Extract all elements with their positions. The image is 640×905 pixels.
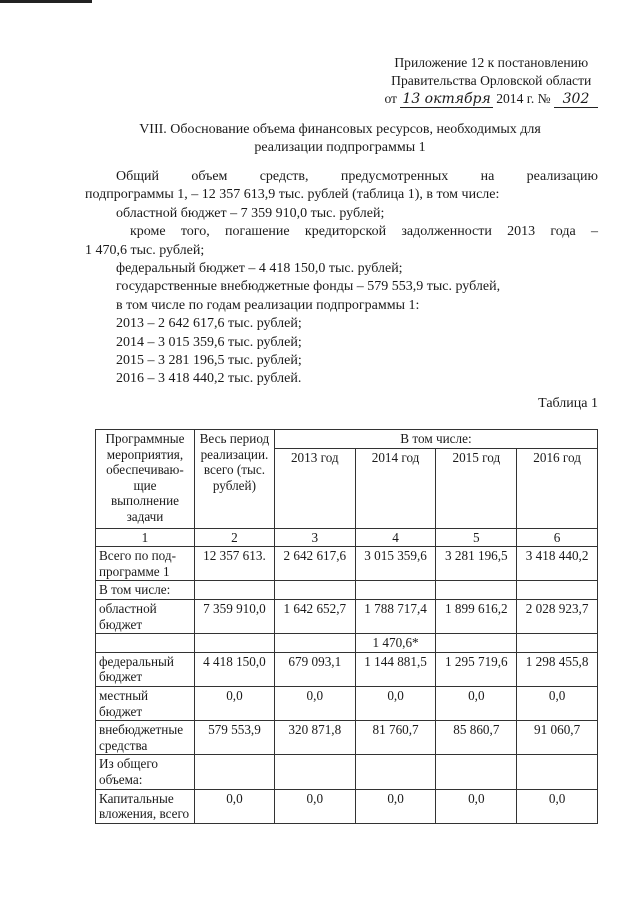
table-row — [96, 634, 598, 653]
table-cell: 0,0 — [274, 686, 355, 720]
table-cell: 12 357 613. — [194, 547, 274, 581]
appendix-line-2: Правительства Орловской области — [391, 73, 592, 88]
table-cell — [274, 581, 355, 600]
table-cell — [436, 634, 517, 653]
handwritten-date: 13 октября — [402, 91, 491, 107]
row-label: В том числе: — [96, 581, 195, 600]
row-label — [96, 634, 195, 653]
table-cell — [517, 581, 598, 600]
year-cell: 2015 год — [436, 448, 517, 528]
body-text — [85, 168, 598, 389]
table-cell: 2 642 617,6 — [274, 547, 355, 581]
row-label: местный бюджет — [96, 686, 195, 720]
paragraph-line: кроме того, погашение кредиторской задолженности 2013 года – — [130, 224, 598, 240]
table-header-row — [96, 430, 598, 449]
paragraph-line: в том числе по годам реализации подпрограммы 1: — [116, 297, 420, 313]
paragraph-line: областной бюджет – 7 359 910,0 тыс. рублей; — [116, 205, 385, 221]
table-row — [96, 581, 598, 600]
table-cell: 1 470,6* — [355, 634, 436, 653]
table-cell — [517, 755, 598, 789]
table-row — [96, 755, 598, 789]
paragraph-line: 1 470,6 тыс. рублей; — [85, 242, 205, 258]
appendix-line-3 — [384, 90, 598, 108]
table-cell: 1 788 717,4 — [355, 599, 436, 633]
table-cell: 3 281 196,5 — [436, 547, 517, 581]
table-row — [96, 721, 598, 755]
row-label: внебюджетные средства — [96, 721, 195, 755]
table-cell: 1 899 616,2 — [436, 599, 517, 633]
column-number: 5 — [436, 528, 517, 547]
paragraph-line: 2016 – 3 418 440,2 тыс. рублей. — [116, 371, 302, 387]
table-cell: 0,0 — [436, 686, 517, 720]
table-cell: 0,0 — [355, 686, 436, 720]
table-cell: 0,0 — [517, 686, 598, 720]
year-cell: 2014 год — [355, 448, 436, 528]
table-cell: 0,0 — [517, 789, 598, 823]
table-cell: 3 418 440,2 — [517, 547, 598, 581]
paragraph-line: федеральный бюджет – 4 418 150,0 тыс. рублей; — [116, 261, 403, 277]
paragraph-line: 2015 – 3 281 196,5 тыс. рублей; — [116, 353, 302, 369]
table-cell: 91 060,7 — [517, 721, 598, 755]
paragraph-line: Общий объем средств, предусмотренных на реализацию — [116, 169, 598, 184]
appendix-header — [384, 54, 598, 108]
table-row — [96, 547, 598, 581]
table-cell — [194, 581, 274, 600]
table-cell: 7 359 910,0 — [194, 599, 274, 633]
row-label: областной бюджет — [96, 599, 195, 633]
table-cell — [355, 755, 436, 789]
table-number-row — [96, 528, 598, 547]
paragraph-line: 2013 – 2 642 617,6 тыс. рублей; — [116, 316, 302, 332]
appendix-year: 2014 г. № — [496, 91, 551, 106]
paragraph-line: подпрограммы 1, – 12 357 613,9 тыс. рублей (таблица 1), в том числе: — [85, 187, 500, 203]
column-number: 4 — [355, 528, 436, 547]
year-cell: 2016 год — [517, 448, 598, 528]
handwritten-number: 302 — [554, 92, 598, 108]
year-cell: 2013 год — [274, 448, 355, 528]
table-row — [96, 652, 598, 686]
header-cell-total: Весь период реализации. всего (тыс. рублей) — [194, 430, 274, 529]
table-cell: 0,0 — [436, 789, 517, 823]
table-cell: 1 144 881,5 — [355, 652, 436, 686]
scan-edge-mark — [0, 0, 92, 3]
table-cell — [194, 634, 274, 653]
table-cell — [436, 755, 517, 789]
table-cell: 320 871,8 — [274, 721, 355, 755]
table-cell — [194, 755, 274, 789]
appendix-line-1: Приложение 12 к постановлению — [394, 55, 589, 70]
table-cell — [436, 581, 517, 600]
table-row — [96, 686, 598, 720]
table-cell: 579 553,9 — [194, 721, 274, 755]
table-caption: Таблица 1 — [538, 396, 598, 411]
funding-table — [95, 429, 598, 824]
column-number: 3 — [274, 528, 355, 547]
table-cell: 0,0 — [194, 789, 274, 823]
column-number: 2 — [194, 528, 274, 547]
table-cell: 85 860,7 — [436, 721, 517, 755]
header-cell-programs: Программные мероприятия, обеспечиваю-щие выполнение задачи — [96, 430, 195, 529]
table-cell: 1 295 719,6 — [436, 652, 517, 686]
table-row — [96, 789, 598, 823]
row-label: Из общего объема: — [96, 755, 195, 789]
column-number: 1 — [96, 528, 195, 547]
section-title-line-1: VIII. Обоснование объема финансовых ресурсов, необходимых для — [139, 122, 541, 137]
table-cell: 0,0 — [355, 789, 436, 823]
table-cell: 679 093,1 — [274, 652, 355, 686]
table-cell: 81 760,7 — [355, 721, 436, 755]
table-cell: 4 418 150,0 — [194, 652, 274, 686]
paragraph-line: 2014 – 3 015 359,6 тыс. рублей; — [116, 334, 302, 350]
table-cell: 0,0 — [274, 789, 355, 823]
table-cell: 0,0 — [194, 686, 274, 720]
paragraph-line: государственные внебюджетные фонды – 579 553,9 тыс. рублей, — [116, 279, 501, 295]
table-cell: 3 015 359,6 — [355, 547, 436, 581]
section-title — [80, 121, 600, 157]
table-cell: 1 298 455,8 — [517, 652, 598, 686]
table-row — [96, 599, 598, 633]
table-cell: 1 642 652,7 — [274, 599, 355, 633]
table-cell: 2 028 923,7 — [517, 599, 598, 633]
table-cell — [274, 755, 355, 789]
row-label: Капитальные вложения, всего — [96, 789, 195, 823]
row-label: Всего по под-программе 1 — [96, 547, 195, 581]
table-cell — [517, 634, 598, 653]
table-cell — [274, 634, 355, 653]
column-number: 6 — [517, 528, 598, 547]
table-cell — [355, 581, 436, 600]
appendix-from: от — [384, 91, 397, 106]
header-cell-including: В том числе: — [274, 430, 597, 449]
section-title-line-2: реализации подпрограммы 1 — [254, 140, 426, 155]
row-label: федеральный бюджет — [96, 652, 195, 686]
